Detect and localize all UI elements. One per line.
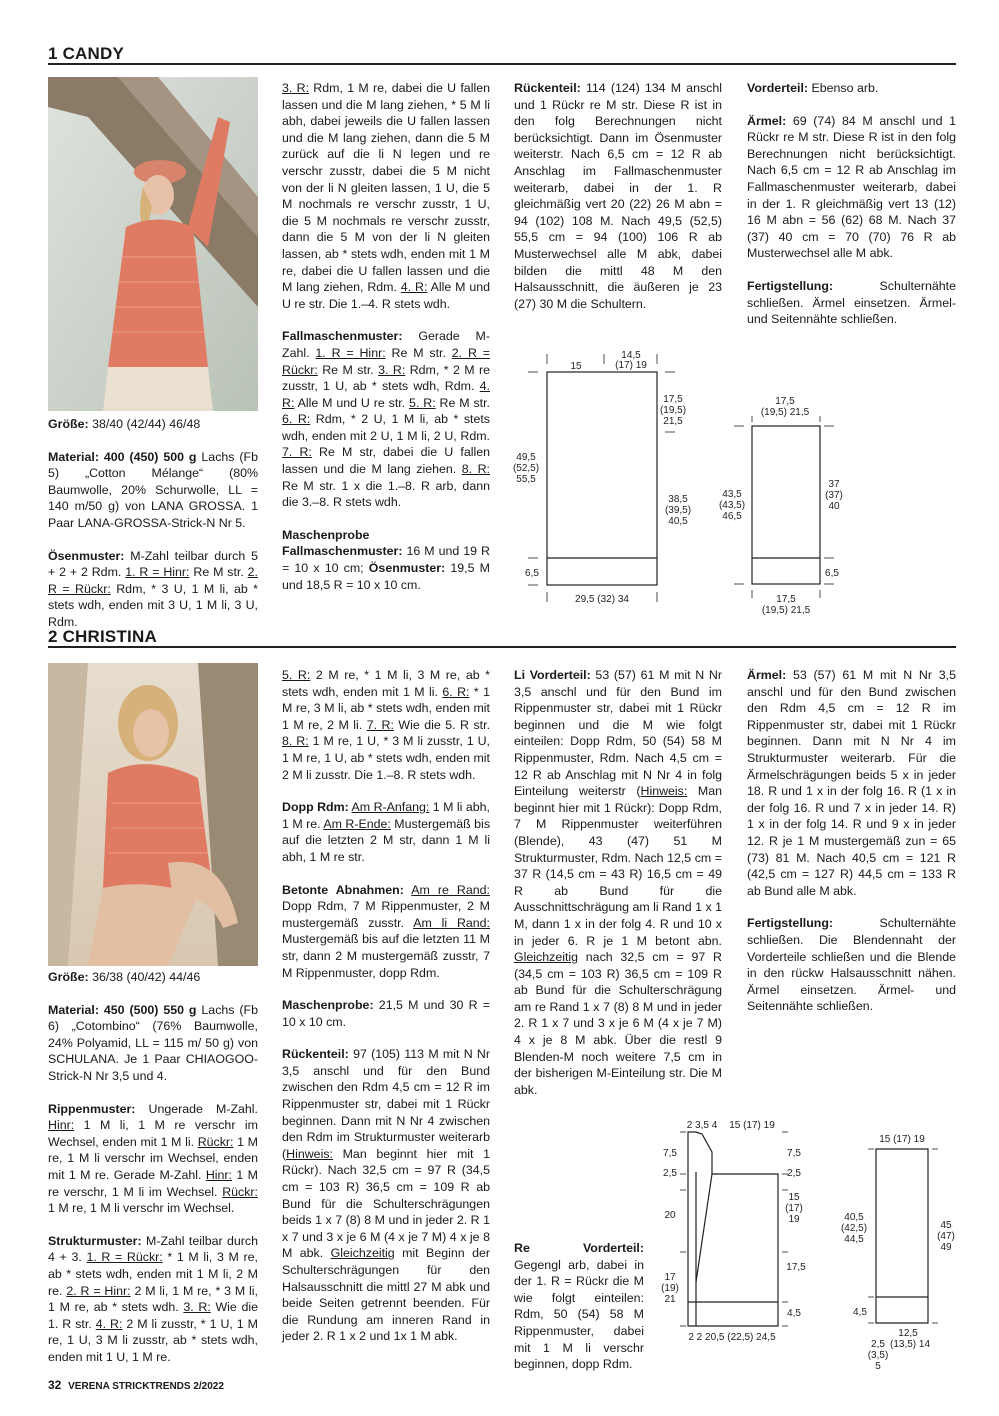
row-label: 6. R: xyxy=(442,684,470,699)
text-run: 1 M re, 1 U, * 3 M li zusstr, 1 U, 1 M re, 1 U, ab * stets wdh, enden mit 2 M li zusstr. Die 1.–8. R stets wdh. xyxy=(282,734,490,782)
text-run: Ungerade M-Zahl. xyxy=(135,1101,258,1116)
text-run: 53 (57) 61 M mit N Nr 3,5 anschl und für den Bund zwischen den Rdm 4,5 cm = 12 R im Rippenmuster str, dabei mit 1 Rückr beginnen. Dann mit N Nr 4 im Strukturmuster weiterarb. Für die Ärmelschrägungen beids 5 x in jeder 18. R und 1 x in der folg 16. R (1 x in der folg 16. R und 7 x in jeder 14. R) 1 x in der folg 14. R und 9 x in jeder 12. R je 1 M mustergemäß zun = 65 (73) 81 M. Nach 40,5 cm = 121 R (42,5 cm = 127 R) 44,5 cm = 133 R ab Bund alle M abk. xyxy=(747,668,956,898)
row-label: Rückr: xyxy=(197,1134,234,1149)
dim-label: 15 xyxy=(788,1192,800,1203)
row-label: 8. R: xyxy=(282,734,309,749)
text-run: Dopp Rdm, 7 M Rippenmuster, 2 M mustergemäß zusstr. xyxy=(282,899,490,930)
li-vorderteil-paragraph xyxy=(514,667,722,1098)
dim-label: 2,5 xyxy=(871,1339,885,1350)
text-run: mit Beginn der Schulterschrägungen für den Halsausschnitt die mittl 27 M abk und beide Seiten getrennt beenden. Für die Rundung am inneren Rand in jeder 2. R 1 x 2 und 1x 1 M abk. xyxy=(282,1246,490,1344)
page-footer xyxy=(48,1378,224,1392)
section2-title: 2 CHRISTINA xyxy=(48,627,157,646)
text-run: Alle M und U re str. Die 1.–4. R stets wdh. xyxy=(282,280,490,311)
row-label: 4. R: xyxy=(95,1316,123,1331)
dim-label: 40 xyxy=(828,501,840,512)
row-label: 4. R: xyxy=(400,280,428,295)
section1-col3 xyxy=(514,80,722,328)
dim-label: 49 xyxy=(940,1242,952,1253)
row-label: Hinr: xyxy=(48,1118,75,1133)
row-label: 1. R = Hinr: xyxy=(315,345,386,360)
oesenmuster-label: Ösenmuster: xyxy=(48,548,125,563)
dim-label: (42,5) xyxy=(840,1223,868,1234)
dim-label: 14,5 xyxy=(621,350,641,361)
text-run: M-Zahl teilbar durch 5 + 2 + 2 Rdm. xyxy=(48,548,258,580)
dim-label: 21,5 xyxy=(663,416,683,427)
dim-label: (19) xyxy=(661,1283,679,1294)
text-run: 114 (124) 134 M anschl und 1 Rückr re M str. Diese R ist in den folg Berechnungen nicht berücksichtigt. Dann im Ösenmuster weiterstr. Nach 6,5 cm = 12 R ab Anschlag im Fallmaschenmuster weiterarb, dabei in der 1. R gleichmäßig vert 20 (22) 26 M abn = 94 (102) 108 M. Nach 49,5 (52,5) 55,5 cm = 94 (100) 106 R ab Musterwechsel alle M abk, dabei bilden die mittl 48 M den Halsausschnitt, die äußeren je 23 (27) 30 M die Schultern. xyxy=(514,81,722,311)
aermel-label: Ärmel: xyxy=(747,668,787,682)
size-text: 36/38 (40/42) 44/46 xyxy=(88,970,201,984)
dim-label: (13,5) 14 xyxy=(889,1339,931,1350)
text-run: Man beginnt hier mit 1 Rückr). Nach 32,5 cm = 97 R (34,5 cm = 103 R) 36,5 cm = 109 R ab Bund für die Schulterschrägungen beids 1 x 7 (8) 8 M und in jeder 2. R 1 x 7 und 3 x je 6 M (4 x je 7 M) 4 x je 8 M abk. xyxy=(282,1146,490,1261)
text-run: 97 (105) 113 M mit N Nr 3,5 anschl und für den Bund zwischen den Rdm 4,5 cm = 12 R im Rippenmuster str, dabei mit 1 Rückr beginnen. Dann mit N Nr 4 zwischen den Rdm im Strukturmuster weiterarb ( xyxy=(282,1047,490,1161)
text-run: Schulternähte schließen. Ärmel einsetzen. Ärmel- und Seitennähte schließen. xyxy=(747,278,956,327)
text-run: 2 M re, * 1 M li, 3 M re, ab * stets wdh, enden mit 1 M li. xyxy=(282,668,490,699)
dim-label: (3,5) xyxy=(867,1350,889,1361)
section1-rule xyxy=(48,63,956,65)
row-label: 7. R: xyxy=(282,445,312,460)
photo-candy xyxy=(48,77,258,411)
oesenmuster-continued xyxy=(282,80,490,312)
dim-label: (19,5) 21,5 xyxy=(760,407,810,418)
size-text: 38/40 (42/44) 46/48 xyxy=(88,417,201,431)
fertigstellung-paragraph xyxy=(747,915,956,1015)
dim-label: 44,5 xyxy=(844,1234,864,1245)
row-label: Rückr: xyxy=(222,1184,258,1199)
re-vorderteil-label: Re Vorderteil: xyxy=(514,1241,644,1255)
section1-col2 xyxy=(282,80,490,609)
maschenprobe-label: Maschenprobe Fallmaschenmuster: xyxy=(282,527,403,559)
row-label: 2. R = Hinr: xyxy=(66,1283,131,1298)
vorderteil-paragraph xyxy=(747,80,956,97)
rueckenteil-paragraph xyxy=(514,80,722,312)
size-paragraph xyxy=(48,416,258,433)
row-label: 5. R: xyxy=(282,668,311,682)
row-label: 3. R: xyxy=(378,362,406,377)
dim-label: 20 xyxy=(664,1210,676,1221)
text-run: nach 32,5 cm = 97 R (34,5 cm = 103 R) 36,5 cm = 109 R ab Bund für die Schulterschrägung am re Rand 1 x 7 (8) 8 M und in jeder 2. R 1 x 7 und 3 x je 6 M (4 x je 7 M) 4 x je 8 M abk. Über die restl 9 Blenden-M noch weitere 7,5 cm in der bisherigen M-Einteilung str. Die M abk. xyxy=(514,950,722,1097)
aermel-label: Ärmel: xyxy=(747,113,787,128)
strukturmuster-paragraph xyxy=(48,1233,258,1366)
text-run: 16 M und 19 R = 10 x 10 cm; xyxy=(282,544,490,576)
section1-col1 xyxy=(48,416,258,647)
text-run: Re M str. xyxy=(189,565,248,580)
betonte-label: Betonte Abnahmen: xyxy=(282,882,404,897)
section2-col3 xyxy=(514,667,722,1114)
hinweis-label: Hinweis: xyxy=(640,784,688,799)
dim-label: 7,5 xyxy=(787,1148,801,1159)
row-label: 1. R = Rückr: xyxy=(86,1250,163,1265)
dim-label: (39,5) xyxy=(664,505,692,516)
section2-col3b xyxy=(514,1240,644,1389)
rueckenteil-label: Rückenteil: xyxy=(282,1047,349,1062)
dopp-rdm-label: Dopp Rdm: xyxy=(282,800,349,815)
text-run: 19,5 M und 18,5 R = 10 x 10 cm. xyxy=(282,561,491,592)
dim-label: 5 xyxy=(875,1361,881,1372)
aermel-paragraph xyxy=(747,667,956,899)
row-label: Am R-Ende: xyxy=(323,816,391,831)
text-run: Mustergemäß bis auf die letzten 11 M str, dann 2 M mustergemäß zusstr, 7 M Rippenmuster, dopp Rdm. xyxy=(282,932,490,980)
text-run: Alle M und U re str. xyxy=(294,395,410,410)
text-run: Mustergemäß bis auf die letzten 2 M str, dann 1 M li abh, 1 M re str. xyxy=(282,816,491,864)
section1-title: 1 CANDY xyxy=(48,44,125,63)
text-run: Gegengl arb, dabei in der 1. R = Rückr die M wie folgt einteilen: Rdm, 50 (54) 58 M Rippenmuster, dabei mit 1 M li verschr beginnen, dopp Rdm. xyxy=(514,1257,644,1372)
rippenmuster-label: Rippenmuster: xyxy=(48,1101,136,1116)
page-number: 32 xyxy=(48,1378,62,1392)
strukturmuster-label: Strukturmuster: xyxy=(48,1233,142,1248)
row-label: 6. R: xyxy=(282,412,311,427)
candy-back-diagram xyxy=(510,344,692,614)
material-text: Lachs (Fb 6) „Cotombino“ (76% Baumwolle, 24% Polyamid, LL = 115 m/ 50 g) von SCHULANA. Je 1 Paar CHIAOGOO-Strick-N Nr 3,5 und 4. xyxy=(48,1002,258,1083)
fallmaschen-paragraph xyxy=(282,328,490,511)
aermel-paragraph xyxy=(747,113,956,262)
text-run: Rdm, 1 M re, dabei die U fallen lassen und die M lang ziehen, * 5 M li abh, dabei jeweils die U fallen lassen und die M lang ziehen, dann die 5 M zurück auf die li N legen und re verschr zusstr, dabei die 5 M nicht von der li N gleiten lassen, 1 U, die 5 M nochmals re verschr zusstr, 1 U, die 5 M nochmals re verschr zusstr, dann die 5 M von der li N gleiten lassen, ab * stets wdh, enden mit 1 M re, dabei die U fallen lassen und die M lang ziehen, Rdm. xyxy=(282,81,490,295)
dim-label: 37 xyxy=(828,479,840,490)
dim-label: 40,5 xyxy=(844,1212,864,1223)
text-run: 1 M li abh, 1 M re. xyxy=(282,800,490,831)
text-run: Man beginnt hier mit 1 Rückr): Dopp Rdm, 7 M Rippenmuster weiterführen (Blende), 43 (47) 51 M Strukturmuster, Rdm. Nach 12,5 cm = 37 R (14,5 cm = 43 R) 16,5 cm = 49 R ab Bund für die Ausschnittschrägung am li Rand 1 x 1 M, dann 1 x in der folg 4. R und 10 x in jeder 6. R je 1 M betont abn. xyxy=(514,784,722,948)
christina-front-diagram xyxy=(652,1112,812,1346)
oesenmuster-paragraph xyxy=(48,548,258,631)
text-run: M-Zahl teilbar durch 4 + 3. xyxy=(48,1233,258,1265)
text-run: 1 M re, 1 M li verschr im Wechsel. xyxy=(48,1201,235,1216)
text-run: Schulternähte schließen. Die Blendennaht der Vorderteile schließen und die Blende in den rückw Halsausschnitt nähen. Ärmel einsetzen. Ärmel- und Seitennähte schließen. xyxy=(747,916,956,1014)
material-label: Material: 450 (500) 550 g xyxy=(48,1002,197,1017)
material-label: Material: 400 (450) 500 g xyxy=(48,449,197,464)
text-run: * 1 M re, 3 M li, ab * stets wdh, enden mit 1 M re, 2 M li. xyxy=(282,684,490,732)
text-run: 2 M li zusstr, * 1 U, 1 M re, 1 U, 3 M li zusstr, ab * stets wdh, enden mit 1 U, 1 M re. xyxy=(48,1316,258,1364)
candy-sleeve-diagram xyxy=(712,392,852,616)
rippenmuster-paragraph xyxy=(48,1101,258,1217)
dim-label: 4,5 xyxy=(787,1308,801,1319)
text-run: Re M str. xyxy=(435,395,490,410)
dim-label: 29,5 (32) 34 xyxy=(575,594,629,605)
row-label: 7. R: xyxy=(366,717,394,732)
dim-label: (17) xyxy=(785,1203,803,1214)
gleichzeitig-label: Gleichzeitig xyxy=(330,1246,395,1261)
dim-label: 2,5 xyxy=(663,1168,677,1179)
dim-label: (19,5) 21,5 xyxy=(761,605,811,616)
row-label: Hinr: xyxy=(205,1167,232,1182)
dim-label: 49,5 xyxy=(516,452,536,463)
row-label: Am R-Anfang: xyxy=(351,800,430,815)
text-run: Re M str, dabei die U fallen lassen und die M lang ziehen. xyxy=(282,445,490,477)
dim-label: 38,5 xyxy=(668,494,688,505)
text-run: Rdm, * 2 U, 1 M li, ab * stets wdh, enden mit 2 U, 1 M li, 2 U, Rdm. xyxy=(282,412,490,443)
dim-label: 17,5 xyxy=(663,394,683,405)
section2-col2 xyxy=(282,667,490,1361)
row-label: 1. R = Hinr: xyxy=(125,565,190,580)
dim-label: 6,5 xyxy=(825,568,839,579)
rueckenteil-label: Rückenteil: xyxy=(514,81,581,95)
dim-label: (17) 19 xyxy=(615,360,647,371)
dim-label: (19,5) xyxy=(659,405,687,416)
dim-label: 15 (17) 19 xyxy=(879,1134,925,1145)
row-label: 2. R = Rückr: xyxy=(48,565,258,596)
text-run: Rdm, * 3 U, 1 M li, ab * stets wdh, enden mit 3 U, 1 M li, 3 U, Rdm. xyxy=(48,581,258,629)
li-vorderteil-label: Li Vorderteil: xyxy=(514,668,591,682)
row-label: Am re Rand: xyxy=(411,882,490,897)
text-run: 69 (74) 84 M anschl und 1 Rückr re M str. Diese R ist in den folg Berechnungen nicht berücksichtigt. Nach 6,5 cm = 12 R ab Anschlag im Fallmaschenmuster weiterarb, dabei in der 1. R gleichmäßig vert 13 (12) 16 M abn = 56 (62) 68 M. Nach 37 (37) 40 cm = 70 (70) 76 R ab Musterwechsel alle M abk. xyxy=(747,113,956,261)
dopp-rdm-paragraph xyxy=(282,799,490,865)
text-run: 1 M re verschr, 1 M li im Wechsel. xyxy=(48,1167,258,1199)
row-label: 8. R: xyxy=(461,462,490,477)
row-label: 2. R = Rückr: xyxy=(282,345,490,377)
section2-col4 xyxy=(747,667,956,1031)
text-run: Ebenso arb. xyxy=(808,81,879,95)
dim-label: (52,5) xyxy=(512,463,540,474)
dim-label: 17,5 xyxy=(776,594,796,605)
fertigstellung-label: Fertigstellung: xyxy=(747,916,834,931)
fallmaschen-label: Fallmaschenmuster: xyxy=(282,329,403,344)
dim-label: 2 2 20,5 (22,5) 24,5 xyxy=(688,1332,776,1343)
dim-label: 17,5 xyxy=(775,396,795,407)
dim-label: 15 (17) 19 xyxy=(729,1120,775,1131)
dim-label: 46,5 xyxy=(722,511,742,522)
row-label: 4. R: xyxy=(282,379,490,410)
dim-label: 12,5 xyxy=(898,1328,918,1339)
oesen-label: Ösenmuster: xyxy=(368,561,446,576)
text-run: 53 (57) 61 M mit N Nr 3,5 anschl und für den Bund im Rippenmuster str, dabei mit 1 Rückr beginnen und die M wie folgt einteilen: Dopp Rdm, 50 (54) 58 M Rippenmuster, Rdm. Nach 4,5 cm = 12 R ab Anschlag mit N Nr 4 in folg Einteilung weiterstr ( xyxy=(514,668,723,799)
dim-label: 4,5 xyxy=(853,1307,867,1318)
maschenprobe-label: Maschenprobe: xyxy=(282,998,374,1013)
dim-label: (37) xyxy=(825,490,843,501)
dim-label: 45 xyxy=(940,1220,952,1231)
text-run: Re M str. xyxy=(385,345,452,360)
dim-label: 19 xyxy=(788,1214,800,1225)
dim-label: 43,5 xyxy=(722,489,742,500)
rueckenteil-paragraph xyxy=(282,1046,490,1345)
dim-label: 21 xyxy=(664,1294,676,1305)
vorderteil-label: Vorderteil: xyxy=(747,81,809,95)
text-run: 1 M re, 1 M li verschr im Wechsel, enden mit 1 M re. Gerade M-Zahl. xyxy=(48,1134,258,1182)
dim-label: 40,5 xyxy=(668,516,688,527)
row-label: 3. R: xyxy=(183,1300,211,1315)
text-run: Rdm, * 2 M re zusstr, 1 U, ab * stets wdh, Rdm. xyxy=(282,362,490,394)
text-run: Re M str. xyxy=(317,362,379,377)
material-paragraph xyxy=(48,449,258,532)
dim-label: (47) xyxy=(937,1231,955,1242)
text-run: Wie die 1. R str. xyxy=(48,1300,258,1331)
fertigstellung-paragraph xyxy=(747,278,956,328)
section1-col4 xyxy=(747,80,956,344)
section2-col1 xyxy=(48,969,258,1381)
text-run: Gerade M-Zahl. xyxy=(282,329,490,360)
text-run: Re M str. 1 x die 1.–8. R arb, dann die 3.–8. R stets wdh. xyxy=(282,478,490,510)
dim-label: 15 xyxy=(570,361,582,372)
size-paragraph xyxy=(48,969,258,986)
maschenprobe-paragraph xyxy=(282,997,490,1030)
dim-label: 6,5 xyxy=(525,568,539,579)
dim-label: 2,5 xyxy=(787,1168,801,1179)
strukturmuster-continued xyxy=(282,667,490,783)
size-label: Größe: xyxy=(48,417,89,431)
photo-christina xyxy=(48,663,258,966)
text-run: Wie die 5. R str. xyxy=(393,717,491,732)
hinweis-label: Hinweis: xyxy=(286,1146,333,1161)
section2-rule xyxy=(48,646,956,648)
gleichzeitig-label: Gleichzeitig xyxy=(514,950,579,965)
size-label: Größe: xyxy=(48,970,89,984)
fertigstellung-label: Fertigstellung: xyxy=(747,278,834,293)
re-vorderteil-paragraph xyxy=(514,1240,644,1373)
text-run: 2 M li, 1 M re, * 3 M li, 1 M re, ab * stets wdh. xyxy=(48,1283,258,1315)
dim-label: (43,5) xyxy=(718,500,746,511)
material-paragraph xyxy=(48,1002,258,1085)
text-run: 21,5 M und 30 R = 10 x 10 cm. xyxy=(282,998,490,1029)
row-label: 5. R: xyxy=(409,395,436,410)
christina-sleeve-diagram xyxy=(838,1125,958,1375)
row-label: 3. R: xyxy=(282,81,310,95)
dim-label: 7,5 xyxy=(663,1148,677,1159)
text-run: * 1 M li, 3 M re, ab * stets wdh, enden mit 1 M li, 2 M re. xyxy=(48,1250,258,1298)
material-text: Lachs (Fb 5) „Cotton Mélange“ (80% Baumwolle, 20% Schurwolle, LL = 140 m/50 g) von LANA GROSSA. 1 Paar LANA-GROSSA-Strick-N Nr 5. xyxy=(48,449,258,530)
dim-label: 55,5 xyxy=(516,474,536,485)
text-run: 1 M li, 1 M re verschr im Wechsel, enden mit 1 M li. xyxy=(48,1118,258,1149)
betonte-abnahmen-paragraph xyxy=(282,882,490,982)
dim-label: 2 3,5 4 xyxy=(686,1120,718,1131)
magazine-title: VERENA STRICKTRENDS 2/2022 xyxy=(68,1381,224,1392)
row-label: Am li Rand: xyxy=(413,915,491,930)
maschenprobe-paragraph xyxy=(282,527,490,593)
dim-label: 17,5 xyxy=(786,1262,806,1273)
dim-label: 17 xyxy=(664,1272,676,1283)
